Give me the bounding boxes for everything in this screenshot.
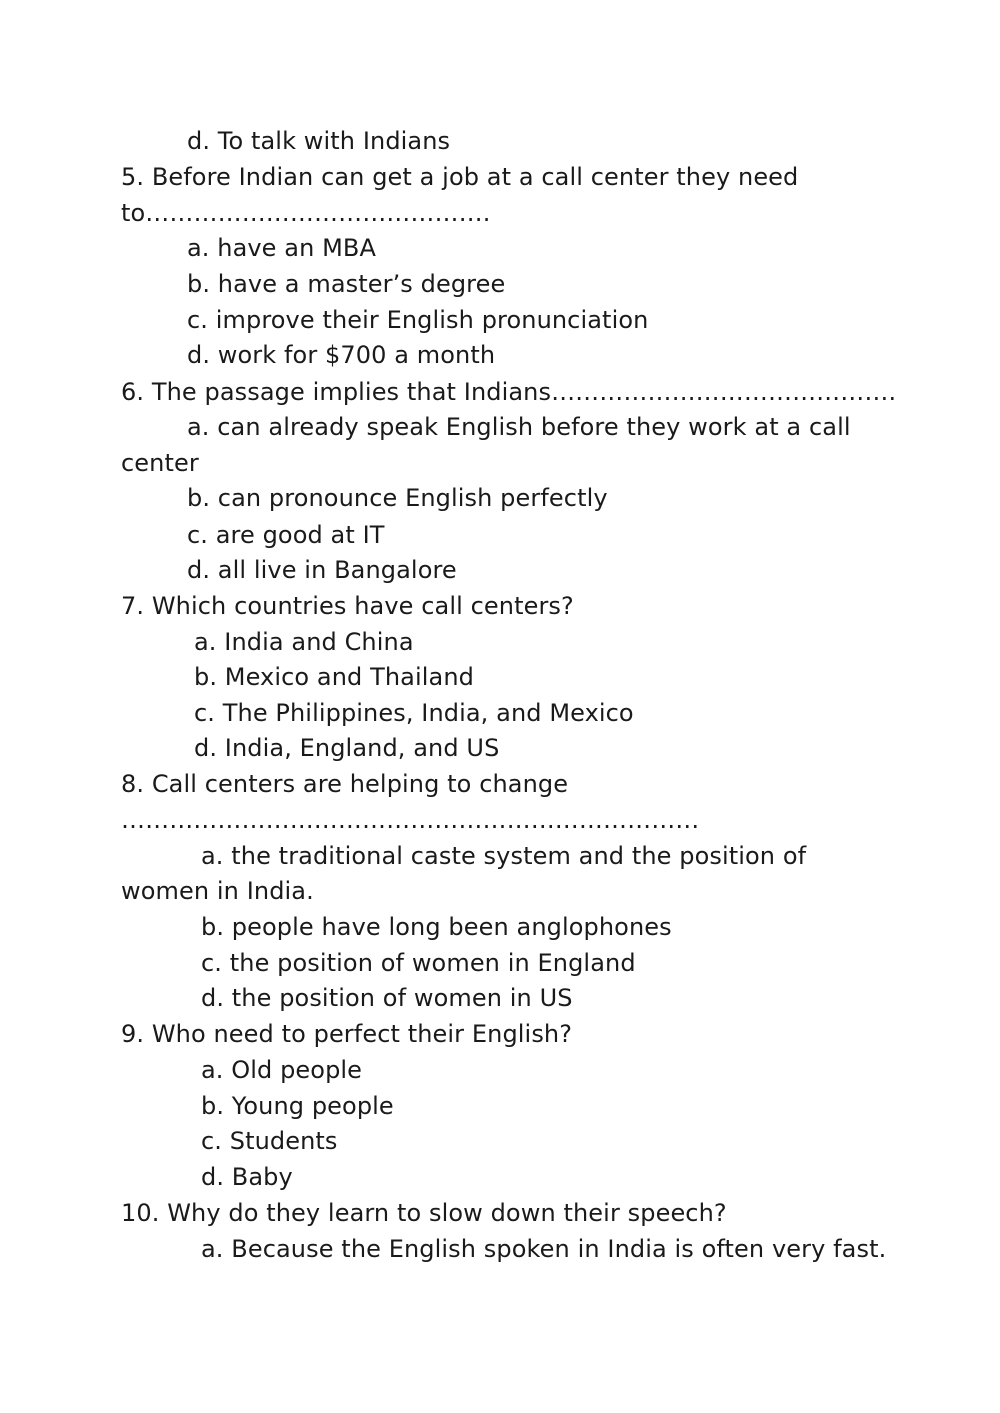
question-8-stem: 8. Call centers are helping to change — [121, 770, 569, 798]
option-q8-a: a. the traditional caste system and the position of — [201, 842, 807, 870]
option-q10-a: a. Because the English spoken in India is often very fast. — [201, 1235, 887, 1263]
option-q8-d: d. the position of women in US — [201, 984, 573, 1012]
option-q7-c: c. The Philippines, India, and Mexico — [194, 699, 634, 727]
option-q8-a-continued: women in India. — [121, 877, 314, 905]
option-q8-c: c. the position of women in England — [201, 949, 636, 977]
option-q5-d: d. work for $700 a month — [187, 341, 496, 369]
option-q5-c: c. improve their English pronunciation — [187, 306, 649, 334]
option-q6-a: a. can already speak English before they work at a call — [187, 413, 851, 441]
question-9-stem: 9. Who need to perfect their English? — [121, 1020, 573, 1048]
option-q9-c: c. Students — [201, 1127, 338, 1155]
question-8-stem-continued: ……………………………………………………………… — [121, 806, 700, 834]
option-q9-a: a. Old people — [201, 1056, 363, 1084]
question-10-stem: 10. Why do they learn to slow down their speech? — [121, 1199, 727, 1227]
option-q5-b: b. have a master’s degree — [187, 270, 506, 298]
option-q6-a-continued: center — [121, 449, 199, 477]
option-q8-b: b. people have long been anglophones — [201, 913, 672, 941]
option-q7-b: b. Mexico and Thailand — [194, 663, 474, 691]
question-5-stem: 5. Before Indian can get a job at a call center they need — [121, 163, 799, 191]
question-7-stem: 7. Which countries have call centers? — [121, 592, 574, 620]
option-q6-d: d. all live in Bangalore — [187, 556, 457, 584]
option-q7-a: a. India and China — [194, 628, 414, 656]
option-q5-a: a. have an MBA — [187, 234, 377, 262]
question-6-stem: 6. The passage implies that Indians……………………………………. — [121, 378, 897, 406]
option-q4-d: d. To talk with Indians — [187, 127, 451, 155]
question-5-stem-continued: to……………………………………. — [121, 199, 491, 227]
option-q6-b: b. can pronounce English perfectly — [187, 484, 608, 512]
option-q7-d: d. India, England, and US — [194, 734, 500, 762]
option-q9-b: b. Young people — [201, 1092, 394, 1120]
option-q6-c: c. are good at IT — [187, 521, 385, 549]
option-q9-d: d. Baby — [201, 1163, 293, 1191]
